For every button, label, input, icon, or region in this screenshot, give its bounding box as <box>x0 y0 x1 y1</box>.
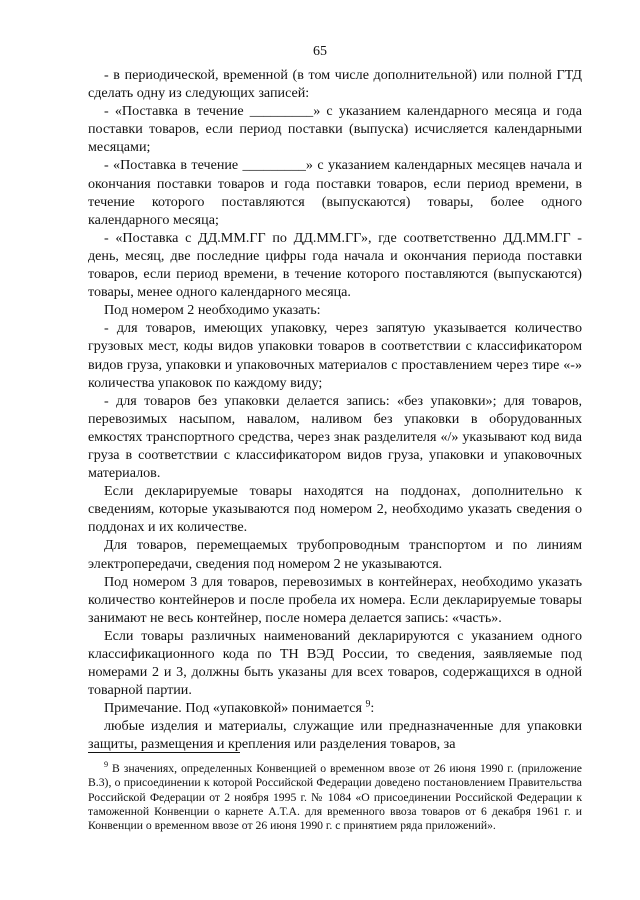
footnote <box>88 762 582 833</box>
paragraph-packaged-goods: - для товаров, имеющих упаковку, через запятую указывается количество грузовых мест, коды видов упаковки товаров в соответствии с классификатором видов груза, упаковки и упаковочных материалов с проставлением через тире «-» количества упаковок по каждому виду; <box>88 320 582 391</box>
paragraph-different-goods: Если товары различных наименований декларируются с указанием одного классификационного кода по ТН ВЭД России, то сведения, заявляемые под номерами 2 и 3, должны быть указаны для всех товаров, содержащихся в одной товарной партии. <box>88 627 582 699</box>
note-footnote-ref: 9 <box>365 698 371 710</box>
paragraph-periodic-gtd: - в периодической, временной (в том числе дополнительной) или полной ГТД сделать одну из следующих записей: <box>88 67 582 102</box>
paragraph-delivery-dates: - «Поставка с ДД.ММ.ГГ по ДД.ММ.ГГ», где соответственно ДД.ММ.ГГ - день, месяц, две последние цифры года начала и окончания периода поставки товаров, если период времени, в течение которого поставляются (выпускаются) товары, менее одного календарного месяца. <box>88 229 582 301</box>
footnote-paragraph <box>88 762 582 833</box>
body-text <box>88 66 582 754</box>
paragraph-number-2-heading: Под номером 2 необходимо указать: <box>104 302 321 319</box>
paragraph-packaging-definition: любые изделия и материалы, служащие или предназначенные для упаковки защиты, размещения и крепления или разделения товаров, за <box>88 718 582 753</box>
footnote-divider <box>88 752 240 753</box>
paragraph-delivery-month: - «Поставка в течение _________» с указанием календарного месяца и года поставки товаров, если период поставки (выпуска) исчисляется календарными месяцами; <box>88 103 582 156</box>
footnote-mark: 9 <box>104 760 109 770</box>
paragraph-containers: Под номером 3 для товаров, перевозимых в контейнерах, необходимо указать количество контейнеров и после пробела их номера. Если декларируемые товары занимают не весь контейнер, после номера делается запись: «часть». <box>88 573 582 626</box>
page-number: 65 <box>313 44 327 59</box>
paragraph-delivery-months: - «Поставка в течение _________» с указанием календарных месяцев начала и окончания поставки товаров и года поставки товаров, если период времени, в течение которого поставляются (выпускаются) товары, более одного календарного месяца; <box>88 157 582 228</box>
paragraph-note <box>88 699 582 717</box>
paragraph-unpackaged-goods: - для товаров без упаковки делается запись: «без упаковки»; для товаров, перевозимых насыпом, навалом, наливом без упаковки в оборудованных емкостях транспортного средства, через знак разделителя «/» указывают код вида груза в соответствии с классификатором видов груза, упаковки и упаковочных материалов. <box>88 392 582 482</box>
paragraph-pallets: Если декларируемые товары находятся на поддонах, дополнительно к сведениям, которые указываются под номером 2, необходимо указать сведения о поддонах и их количестве. <box>88 483 582 536</box>
note-text: Примечание. Под «упаковкой» понимается <box>104 700 362 717</box>
paragraph-pipeline: Для товаров, перемещаемых трубопроводным транспортом и по линиям электропередачи, сведения под номером 2 не указываются. <box>88 537 582 572</box>
footnote-text: В значениях, определенных Конвенцией о временном ввозе от 26 июня 1990 г. (приложение В.3), о присоединении к которой Российской Федерации доведено постановлением Правительства Российской Федерации от 2 ноября 1995 г. № 1084 «О присоединении Российской Федерации к таможенной Конвенции о карнете А.Т.А. для временного ввоза товаров от 6 декабря 1961 г. и Конвенции о временном ввозе от 26 июня 1990 г. с принятием ряда приложений». <box>88 762 582 833</box>
note-suffix: : <box>370 700 375 717</box>
